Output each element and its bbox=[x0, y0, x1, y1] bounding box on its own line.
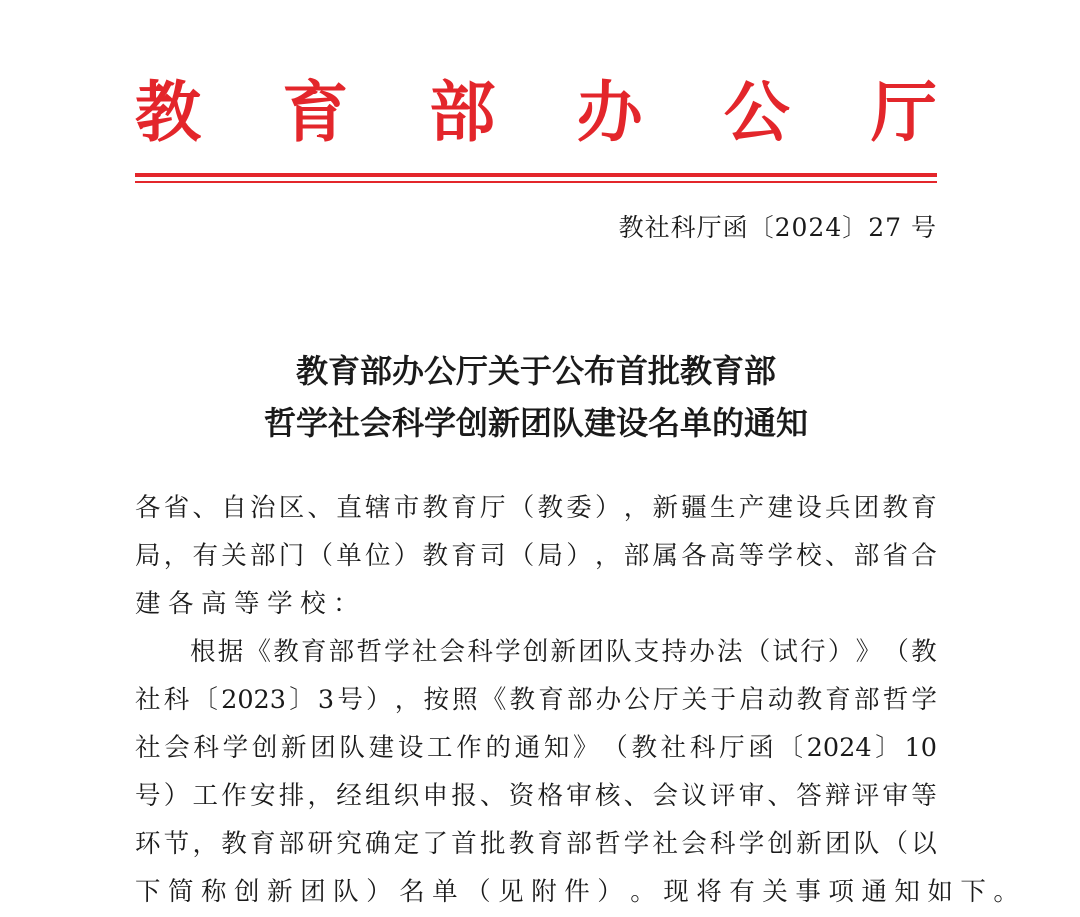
document-number: 教社科厅函〔2024〕27 号 bbox=[618, 213, 937, 242]
notice-body bbox=[135, 484, 1019, 916]
header-divider-thin bbox=[135, 181, 937, 183]
notice-title-line: 教育部办公厅关于公布首批教育部 bbox=[295, 352, 776, 390]
issuer-char: 部 bbox=[429, 73, 496, 151]
body-line: 建 各 高 等 学 校 ： bbox=[135, 589, 359, 619]
issuer-char: 育 bbox=[282, 73, 349, 151]
header-divider-thick bbox=[135, 173, 937, 177]
notice-title-line: 哲学社会科学创新团队建设名单的通知 bbox=[263, 404, 808, 442]
notice-title bbox=[135, 345, 937, 449]
body-line: 局 ， 有 关 部 门 （ 单 位 ） 教 育 司 （ 局 ） ， 部 属 各 高 等 学 校 、 部 省 合 bbox=[135, 541, 937, 571]
body-line: 各 省 、 自 治 区 、 直 辖 市 教 育 厅 （ 教 委 ） ， 新 疆 生 产 建 设 兵 团 教 育 bbox=[135, 493, 937, 523]
issuer-char: 教 bbox=[135, 73, 201, 151]
issuer-header bbox=[135, 72, 937, 152]
body-line: 根 据 《 教 育 部 哲 学 社 会 科 学 创 新 团 队 支 持 办 法 （ 试 行 ） 》 （ 教 bbox=[190, 637, 937, 667]
body-line: 社 科 〔 2023 〕 3 号 ） ， 按 照 《 教 育 部 办 公 厅 关 于 启 动 教 育 部 哲 学 bbox=[135, 685, 937, 715]
body-line: 号 ） 工 作 安 排 ， 经 组 织 申 报 、 资 格 审 核 、 会 议 评 审 、 答 辩 评 审 等 bbox=[135, 781, 937, 811]
body-line: 社 会 科 学 创 新 团 队 建 设 工 作 的 通 知 》 （ 教 社 科 厅 函 〔 2024 〕 10 bbox=[135, 733, 937, 763]
body-line: 环 节 ， 教 育 部 研 究 确 定 了 首 批 教 育 部 哲 学 社 会 科 学 创 新 团 队 （ 以 bbox=[135, 829, 937, 859]
issuer-char: 公 bbox=[723, 73, 790, 151]
body-line: 下 简 称 创 新 团 队 ） 名 单 （ 见 附 件 ） 。 现 将 有 关 事 项 通 知 如 下 。 bbox=[135, 877, 1019, 907]
issuer-char: 办 bbox=[576, 73, 643, 151]
issuer-char: 厅 bbox=[870, 73, 937, 151]
